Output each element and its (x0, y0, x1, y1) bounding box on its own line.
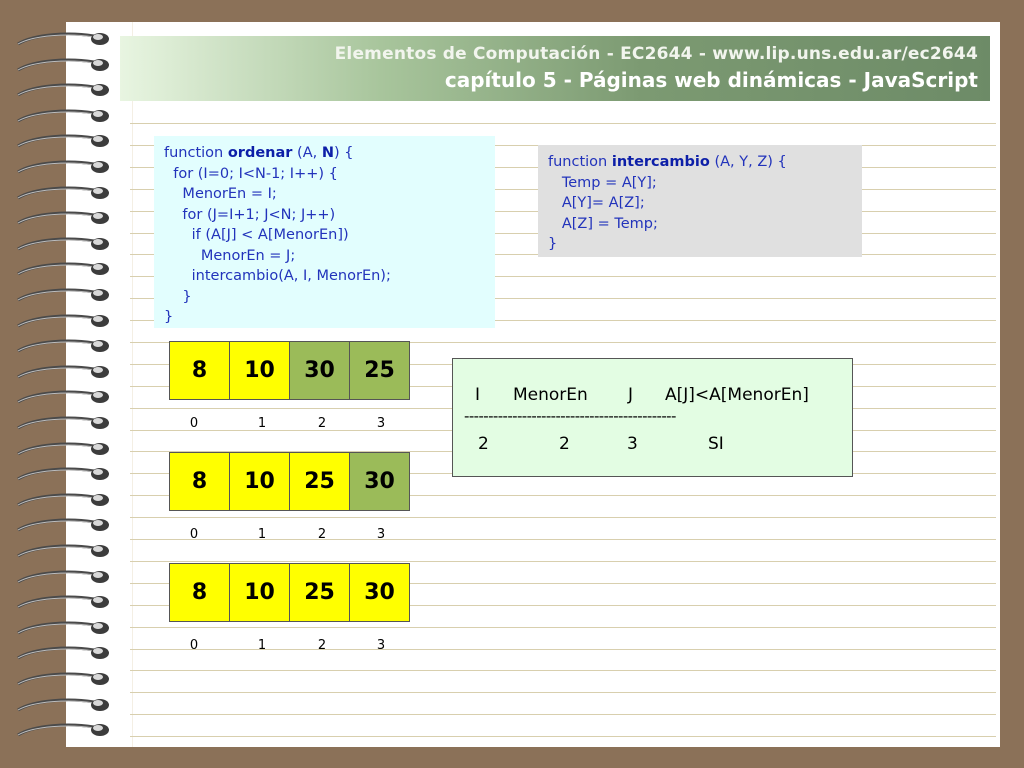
ruled-line (130, 692, 996, 693)
spiral-ring-icon (14, 30, 114, 48)
spiral-ring-icon (14, 465, 114, 483)
trace-cell-condition: SI (708, 434, 724, 454)
array-cell: 25 (289, 563, 350, 622)
array-index: 2 (317, 527, 327, 542)
ruled-line (130, 123, 996, 124)
spiral-ring-icon (14, 184, 114, 202)
trace-header-condition: A[J]<A[MenorEn] (665, 385, 809, 405)
chapter-title: capítulo 5 - Páginas web dinámicas - JavaScript (444, 68, 978, 92)
array-index: 2 (317, 416, 327, 431)
ruled-line (130, 561, 996, 562)
param-n: N (321, 145, 334, 161)
code-ordenar (154, 136, 495, 328)
array-cell: 25 (289, 452, 350, 511)
spiral-ring-icon (14, 81, 114, 99)
page-margin (132, 22, 133, 747)
array-index: 1 (257, 527, 267, 542)
spiral-ring-icon (14, 542, 114, 560)
spiral-ring-icon (14, 158, 114, 176)
array-index: 2 (317, 638, 327, 653)
trace-header-i: I (475, 385, 481, 405)
code-line: } (548, 236, 558, 252)
code-line: A[Z] = Temp; (548, 215, 658, 232)
spiral-ring-icon (14, 235, 114, 253)
code-line: MenorEn = J; (164, 247, 296, 264)
spiral-ring-icon (14, 440, 114, 458)
array-step-1 (170, 341, 410, 400)
spiral-ring-icon (14, 388, 114, 406)
spiral-ring-icon (14, 619, 114, 637)
code-line: } (164, 309, 174, 325)
ruled-line (130, 627, 996, 628)
array-step-2 (170, 452, 410, 511)
trace-header-menoren: MenorEn (513, 385, 588, 405)
array-index: 1 (257, 638, 267, 653)
ruled-line (130, 736, 996, 737)
code-line: if (A[J] < A[MenorEn]) (164, 227, 349, 243)
code-line: intercambio(A, I, MenorEn); (164, 268, 391, 284)
spiral-ring-icon (14, 644, 114, 662)
array-cell: 10 (229, 452, 290, 511)
spiral-ring-icon (14, 107, 114, 125)
array-index: 3 (376, 527, 386, 542)
function-name: ordenar (227, 145, 293, 161)
array-cell: 30 (349, 452, 410, 511)
array-cell: 8 (169, 452, 230, 511)
array-cell: 30 (349, 563, 410, 622)
array-step-3 (170, 563, 410, 622)
spiral-ring-icon (14, 337, 114, 355)
array-index: 0 (189, 527, 199, 542)
ruled-line (130, 517, 996, 518)
spiral-ring-icon (14, 568, 114, 586)
array-index: 1 (257, 416, 267, 431)
trace-header-j: J (628, 385, 634, 405)
spiral-ring-icon (14, 260, 114, 278)
trace-table (452, 358, 853, 477)
array-cell: 10 (229, 563, 290, 622)
spiral-ring-icon (14, 491, 114, 509)
trace-cell-i: 2 (478, 434, 489, 454)
code-intercambio (538, 145, 862, 257)
spiral-ring-icon (14, 593, 114, 611)
array-index: 3 (376, 416, 386, 431)
trace-separator: -------------------------------------------- (464, 407, 676, 425)
spiral-ring-icon (14, 721, 114, 739)
code-line: } (164, 288, 192, 305)
array-cell: 8 (169, 563, 230, 622)
code-line: MenorEn = I; (164, 186, 277, 202)
code-line: for (I=0; I<N-1; I++) { (164, 165, 338, 182)
array-cell: 10 (229, 341, 290, 400)
array-cell: 30 (289, 341, 350, 400)
function-name: intercambio (611, 154, 710, 170)
spiral-ring-icon (14, 56, 114, 74)
trace-cell-j: 3 (627, 434, 638, 454)
trace-cell-menoren: 2 (559, 434, 570, 454)
spiral-ring-icon (14, 132, 114, 150)
ruled-line (130, 714, 996, 715)
course-title: Elementos de Computación - EC2644 - www.lip.uns.edu.ar/ec2644 (334, 44, 978, 64)
code-line: function ordenar (A, N) { (164, 145, 354, 161)
array-index: 0 (189, 416, 199, 431)
spiral-ring-icon (14, 209, 114, 227)
spiral-ring-icon (14, 286, 114, 304)
spiral-ring-icon (14, 696, 114, 714)
spiral-ring-icon (14, 363, 114, 381)
spiral-ring-icon (14, 312, 114, 330)
array-index: 3 (376, 638, 386, 653)
code-line: A[Y]= A[Z]; (548, 195, 645, 211)
code-line: function intercambio (A, Y, Z) { (548, 154, 787, 170)
ruled-line (130, 670, 996, 671)
code-line: for (J=I+1; J<N; J++) (164, 206, 336, 223)
array-index: 0 (189, 638, 199, 653)
spiral-ring-icon (14, 414, 114, 432)
code-line: Temp = A[Y]; (548, 174, 657, 191)
array-cell: 8 (169, 341, 230, 400)
spiral-ring-icon (14, 670, 114, 688)
array-cell: 25 (349, 341, 410, 400)
slide-header (120, 36, 990, 101)
spiral-ring-icon (14, 516, 114, 534)
